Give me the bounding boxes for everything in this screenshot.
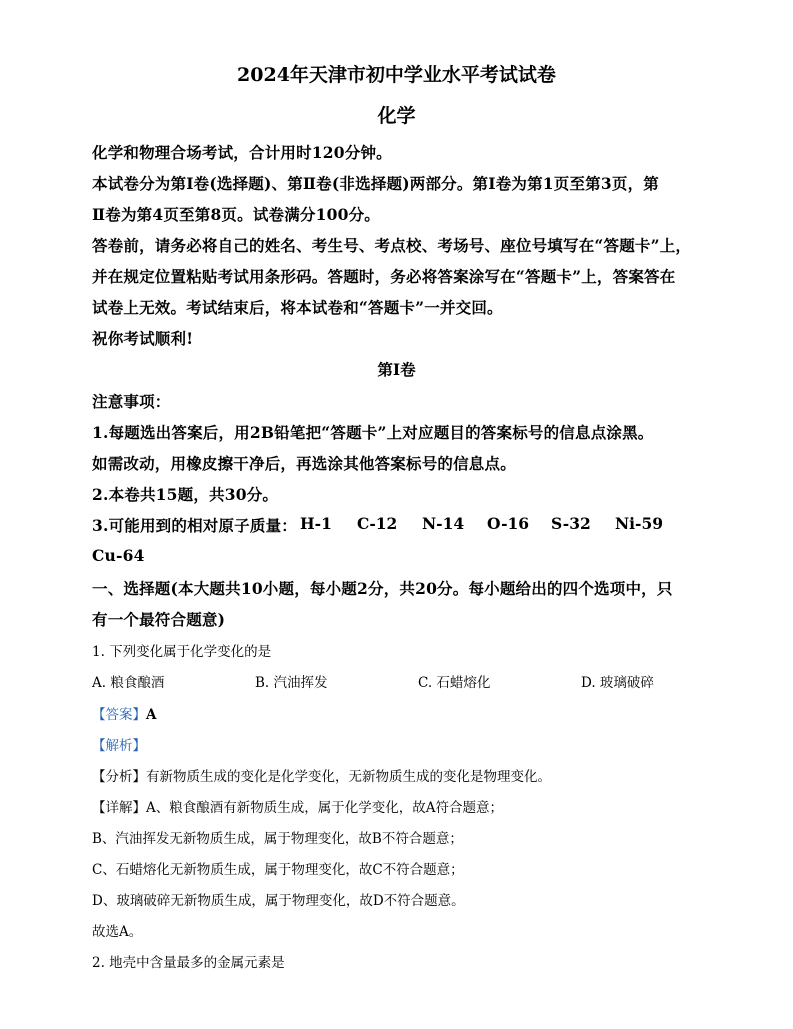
detail-line-2: B、汽油挥发无新物质生成，属于物理变化，故B不符合题意；: [92, 831, 463, 847]
instruction-line-3: Ⅱ卷为第4页至第8页。试卷满分100分。: [92, 205, 380, 224]
atomic-mass-cu: Cu-64: [92, 546, 145, 565]
atomic-mass-o: O-16: [487, 514, 530, 533]
detail-text-1: A、粮食酿酒有新物质生成，属于化学变化，故A符合题意；: [146, 800, 503, 816]
note-3-label: 3.可能用到的相对原子质量：: [92, 516, 297, 535]
section-title: 第Ⅰ卷: [377, 360, 416, 379]
instruction-line-5: 并在规定位置粘贴考试用条形码。答题时，务必将答案涂写在“答题卡”上，答案答在: [92, 267, 676, 286]
fenxi-text: 有新物质生成的变化是化学变化，无新物质生成的变化是物理变化。: [146, 769, 551, 785]
answer-value: A: [146, 707, 157, 723]
fenxi-tag: 【分析】: [92, 769, 146, 785]
notes-heading: 注意事项：: [92, 392, 171, 411]
question-1-stem: 1. 下列变化属于化学变化的是: [92, 644, 272, 660]
answer-tag: 【答案】: [92, 707, 146, 723]
instruction-line-1: 化学和物理合场考试，合计用时120分钟。: [92, 143, 392, 162]
note-1: 1.每题选出答案后，用2B铅笔把“答题卡”上对应题目的答案标号的信息点涂黑。: [92, 423, 654, 442]
question-2-stem: 2. 地壳中含量最多的金属元素是: [92, 955, 285, 971]
conclusion-line: 故选A。: [92, 924, 143, 940]
part-heading-line-1: 一、选择题(本大题共10小题，每小题2分，共20分。每小题给出的四个选项中，只: [92, 579, 673, 598]
detail-tag: 【详解】: [92, 800, 146, 816]
exam-title: 2024年天津市初中学业水平考试试卷: [237, 64, 556, 86]
atomic-mass-ni: Ni-59: [615, 514, 664, 533]
analysis-tag: 【解析】: [92, 738, 146, 754]
instruction-line-4: 答卷前，请务必将自己的姓名、考生号、考点校、考场号、座位号填写在“答题卡”上，: [92, 236, 692, 255]
subject-title: 化学: [377, 105, 416, 127]
question-1-option-b: B. 汽油挥发: [255, 675, 328, 691]
question-1-option-c: C. 石蜡熔化: [418, 675, 491, 691]
detail-line-1: [92, 796, 503, 816]
detail-line-3: C、石蜡熔化无新物质生成，属于物理变化，故C不符合题意；: [92, 862, 464, 878]
note-1-continued: 如需改动，用橡皮擦干净后，再选涂其他答案标号的信息点。: [92, 454, 516, 473]
analysis-line: [92, 734, 146, 754]
instruction-line-6: 试卷上无效。考试结束后，将本试卷和“答题卡”一并交回。: [92, 298, 503, 317]
atomic-mass-n: N-14: [422, 514, 465, 533]
good-luck-line: 祝你考试顺利!: [92, 329, 194, 348]
atomic-mass-h: H-1: [300, 514, 332, 533]
atomic-mass-s: S-32: [551, 514, 591, 533]
fenxi-line: [92, 765, 551, 785]
question-1-option-a: A. 粮食酿酒: [92, 675, 165, 691]
question-1-option-d: D. 玻璃破碎: [581, 675, 654, 691]
note-2: 2.本卷共15题，共30分。: [92, 485, 279, 504]
answer-line: [92, 703, 156, 723]
atomic-mass-c: C-12: [357, 514, 398, 533]
detail-line-4: D、玻璃破碎无新物质生成，属于物理变化，故D不符合题意。: [92, 893, 465, 909]
part-heading-line-2: 有一个最符合题意): [92, 610, 226, 629]
instruction-line-2: 本试卷分为第Ⅰ卷(选择题)、第Ⅱ卷(非选择题)两部分。第Ⅰ卷为第1页至第3页，第: [92, 174, 659, 193]
